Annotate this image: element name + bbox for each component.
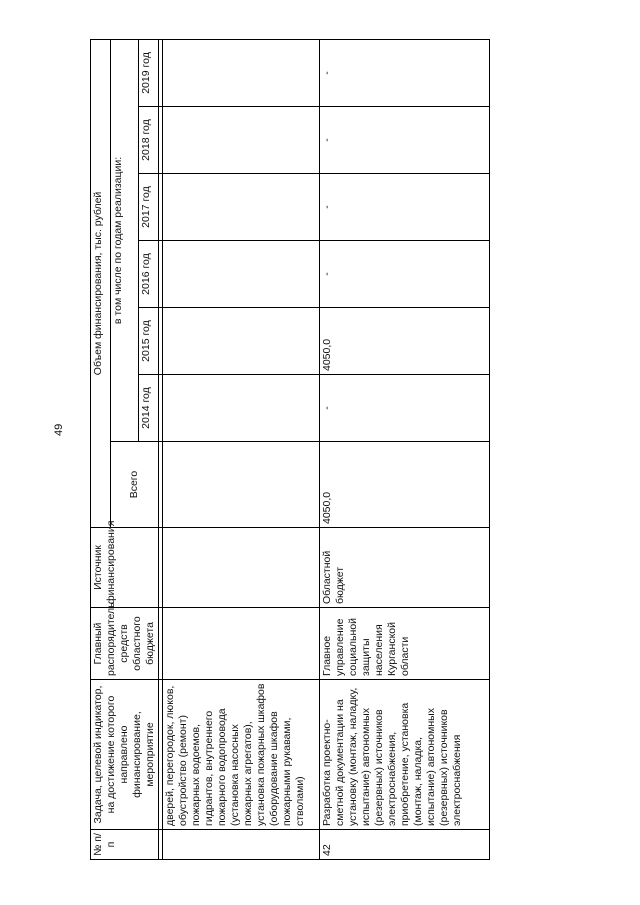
row-total [163,442,320,528]
row-2016 [163,241,320,308]
header-year-2014: 2014 год [139,375,159,442]
row-2018 [163,107,320,174]
row-source: Областной бюджет [320,528,490,608]
row-2015: 4050,0 [320,308,490,375]
row-2018: - [320,107,490,174]
row-2014 [163,375,320,442]
row-2014: - [320,375,490,442]
row-num [163,830,320,860]
row-2016: - [320,241,490,308]
page-number: 49 [53,423,65,436]
header-num: № п/п [91,830,159,860]
row-2019: - [320,39,490,106]
header-year-2015: 2015 год [139,308,159,375]
row-task: Разработка проектно-сметной документации на установку (монтаж, наладку, испытание) автономных (резервных) источников электроснабжения, приобретение, установка (монтаж, наладка, испытание) автономных (резервных) источников электроснабжения [320,680,490,830]
row-source [163,528,320,608]
row-num: 42 [320,830,490,860]
header-manager: Главный распорядитель средств областного бюджета [91,608,159,680]
table-row [163,39,320,859]
table-row [320,39,490,859]
financing-table [90,39,490,860]
header-task: Задача, целевой индикатор, на достижение которого направлено финансирование, мероприятие [91,680,159,830]
row-2017: - [320,174,490,241]
header-year-2018: 2018 год [139,107,159,174]
header-row-1 [91,39,111,859]
row-manager [163,608,320,680]
header-year-2019: 2019 год [139,39,159,106]
row-task: дверей, перегородок, люков, обустройство (ремонт) пожарных водоемов, гидрантов, внутреннего пожарного водопровода (установка насосных пожарных агрегатов), установка пожарных шкафов (оборудование шкафов пожарными рукавами, стволами) [163,680,320,830]
row-total: 4050,0 [320,442,490,528]
row-2015 [163,308,320,375]
row-2017 [163,174,320,241]
header-source: Источник финансирования [91,528,159,608]
header-year-2016: 2016 год [139,241,159,308]
header-by-years: в том числе по годам реализации: [111,39,139,441]
header-funding-title: Объем финансирования, тыс. рублей [91,39,111,527]
rotated-table-area [90,40,520,860]
row-2019 [163,39,320,106]
header-total: Всего [111,442,159,528]
header-year-2017: 2017 год [139,174,159,241]
row-manager: Главное управление социальной защиты населения Курганской области [320,608,490,680]
